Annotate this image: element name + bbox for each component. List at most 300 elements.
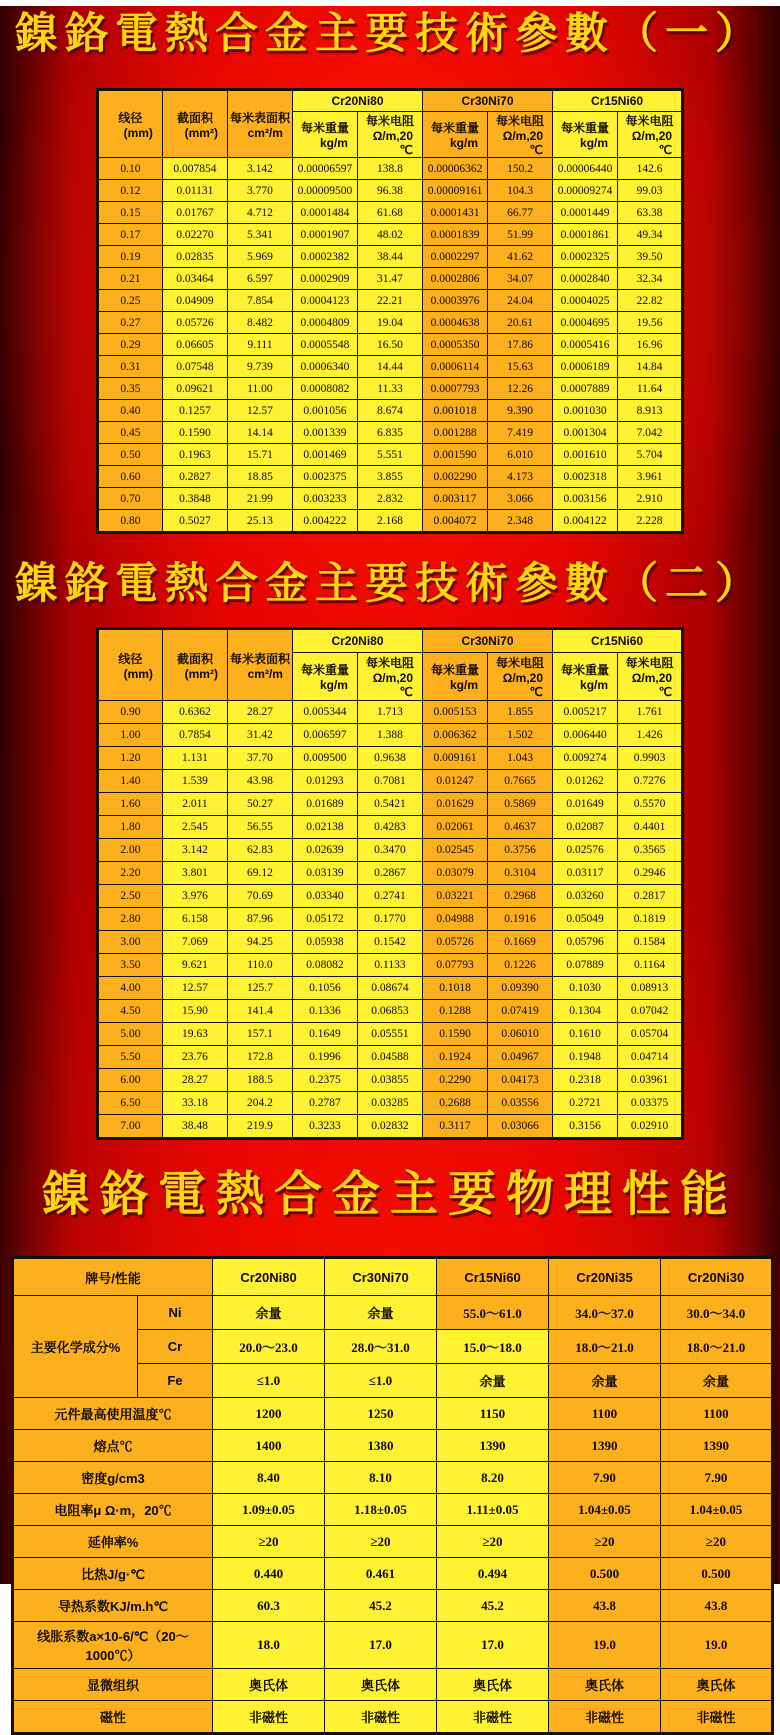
table-cell: 38.44 — [357, 246, 422, 268]
table-cell: 43.8 — [549, 1590, 661, 1622]
table-cell: 3.976 — [162, 885, 227, 908]
header-line: 每米重量 — [300, 121, 349, 135]
table-cell: 31.42 — [227, 724, 292, 747]
table-row — [97, 1092, 682, 1115]
table-cell: 14.44 — [357, 356, 422, 378]
table-row — [97, 701, 682, 724]
table-cell: 96.38 — [357, 180, 422, 202]
table-cell: ≥20 — [549, 1526, 661, 1558]
table-cell: 0.01131 — [162, 180, 227, 202]
header-weight-per-meter — [292, 653, 357, 701]
table-cell: 219.9 — [227, 1115, 292, 1139]
table-cell: 19.63 — [162, 1023, 227, 1046]
header-alloy-Cr20Ni80: Cr20Ni80 — [213, 1258, 325, 1296]
table-cell: 6.835 — [357, 422, 422, 444]
table-cell: 0.0002297 — [423, 246, 488, 268]
table-cell: 奥氏体 — [661, 1669, 773, 1701]
header-weight-per-meter — [553, 653, 618, 701]
table-row — [97, 378, 682, 400]
table-cell: 0.01629 — [423, 793, 488, 816]
table-cell: 14.14 — [227, 422, 292, 444]
table-cell: 0.001304 — [553, 422, 618, 444]
header-weight-per-meter — [423, 653, 488, 701]
table-cell: 0.2688 — [423, 1092, 488, 1115]
table-cell: 0.08913 — [618, 977, 683, 1000]
table-cell: 0.001018 — [423, 400, 488, 422]
table-cell: 1.426 — [618, 724, 683, 747]
table-cell: 0.002318 — [553, 466, 618, 488]
table-cell: 0.7276 — [618, 770, 683, 793]
table-cell: 0.001590 — [423, 444, 488, 466]
table-cell: 0.3156 — [553, 1115, 618, 1139]
table-cell: 0.0002806 — [423, 268, 488, 290]
table-cell: 8.482 — [227, 312, 292, 334]
header-line: 每米电阻 — [496, 114, 545, 128]
table-cell: 0.1948 — [553, 1046, 618, 1069]
table-cell: 1.388 — [357, 724, 422, 747]
table-cell: 0.0002382 — [292, 246, 357, 268]
header-surface-per-meter — [227, 629, 292, 701]
table-cell: 1.40 — [97, 770, 162, 793]
table-cell: 11.00 — [227, 378, 292, 400]
table-row — [97, 1069, 682, 1092]
table-cell: 0.08674 — [357, 977, 422, 1000]
table-cell: 12.57 — [227, 400, 292, 422]
header-line: 每米表面积 — [229, 651, 290, 666]
table-cell: 141.4 — [227, 1000, 292, 1023]
table-cell: 0.09390 — [488, 977, 553, 1000]
table-cell: 0.01293 — [292, 770, 357, 793]
table-cell: 1.043 — [488, 747, 553, 770]
table-cell: 非磁性 — [549, 1701, 661, 1734]
header-line: kg/m — [319, 678, 348, 692]
table-cell: 0.06605 — [162, 334, 227, 356]
property-label: 磁性 — [13, 1701, 213, 1734]
table-cell: 0.02545 — [423, 839, 488, 862]
section-title-physical-props: 鎳鉻電熱合金主要物理性能 — [41, 1168, 738, 1221]
table-cell: 0.0008082 — [292, 378, 357, 400]
table-row — [97, 334, 682, 356]
table-cell: 0.2721 — [553, 1092, 618, 1115]
table-cell: 157.1 — [227, 1023, 292, 1046]
table-row — [97, 908, 682, 931]
section-title-tech-params-2: 鎳鉻電熱合金主要技術參數（二） — [15, 561, 765, 608]
table-cell: 余量 — [661, 1364, 773, 1398]
physical-props-table-wrap — [11, 1256, 769, 1735]
table-cell: 0.1336 — [292, 1000, 357, 1023]
table-row — [13, 1462, 773, 1494]
table-cell: 0.1030 — [553, 977, 618, 1000]
table-cell: ≥20 — [437, 1526, 549, 1558]
table-cell: 0.4283 — [357, 816, 422, 839]
table-row — [97, 977, 682, 1000]
property-label: 线胀系数a×10-6/℃（20～1000℃） — [13, 1622, 213, 1669]
table-cell: 0.1996 — [292, 1046, 357, 1069]
table-cell: 1.00 — [97, 724, 162, 747]
header-line: ℃ — [399, 685, 413, 699]
table-cell: 0.03961 — [618, 1069, 683, 1092]
header-line: 每米电阻 — [625, 114, 674, 128]
table-row — [13, 1526, 773, 1558]
table-cell: 0.3470 — [357, 839, 422, 862]
table-cell: 0.02832 — [357, 1115, 422, 1139]
table-cell: 0.1669 — [488, 931, 553, 954]
table-cell: 0.05551 — [357, 1023, 422, 1046]
table-cell: 1390 — [437, 1430, 549, 1462]
table-cell: 16.96 — [618, 334, 683, 356]
table-cell: 非磁性 — [213, 1701, 325, 1734]
table-cell: 0.05172 — [292, 908, 357, 931]
header-line: ℃ — [529, 685, 544, 699]
table-cell: 0.1164 — [618, 954, 683, 977]
table-cell: 31.47 — [357, 268, 422, 290]
table-cell: 0.2318 — [553, 1069, 618, 1092]
spec-header-group-row — [97, 90, 682, 112]
table-cell: 110.0 — [227, 954, 292, 977]
table-cell: 0.006362 — [423, 724, 488, 747]
table-cell: 18.85 — [227, 466, 292, 488]
table-cell: 138.8 — [357, 158, 422, 180]
table-cell: 55.0～61.0 — [437, 1296, 549, 1330]
table-cell: 12.57 — [162, 977, 227, 1000]
table-cell: 19.04 — [357, 312, 422, 334]
table-cell: 0.0005416 — [553, 334, 618, 356]
table-cell: 4.00 — [97, 977, 162, 1000]
header-line: kg/m — [580, 136, 609, 150]
table-cell: 1.09±0.05 — [213, 1494, 325, 1526]
table-row — [13, 1398, 773, 1430]
table-cell: 56.55 — [227, 816, 292, 839]
table-cell: 7.90 — [549, 1462, 661, 1494]
props-table-head — [13, 1258, 773, 1296]
table-cell: 15.90 — [162, 1000, 227, 1023]
table-cell: 12.26 — [488, 378, 553, 400]
table-cell: 2.50 — [97, 885, 162, 908]
table-cell: 0.70 — [97, 488, 162, 510]
table-cell: 0.12 — [97, 180, 162, 202]
header-weight-per-meter — [553, 112, 618, 158]
table-row — [13, 1494, 773, 1526]
table-cell: 0.27 — [97, 312, 162, 334]
table-row — [97, 862, 682, 885]
physical-props-table — [11, 1256, 774, 1735]
table-cell: 0.1590 — [162, 422, 227, 444]
header-line: Ω/m,20 — [502, 129, 544, 143]
table-cell: 0.07793 — [423, 954, 488, 977]
table-cell: 0.3565 — [618, 839, 683, 862]
table-cell: 0.05049 — [553, 908, 618, 931]
table-cell: 25.13 — [227, 510, 292, 533]
header-alloy-Cr20Ni35: Cr20Ni35 — [549, 1258, 661, 1296]
table-cell: 余量 — [213, 1296, 325, 1330]
table-row — [97, 724, 682, 747]
table-cell: 0.1226 — [488, 954, 553, 977]
table-cell: 0.003156 — [553, 488, 618, 510]
table-cell: 9.739 — [227, 356, 292, 378]
table-cell: 28.0～31.0 — [325, 1330, 437, 1364]
table-cell: 0.50 — [97, 444, 162, 466]
table-cell: 0.002375 — [292, 466, 357, 488]
table-cell: 51.99 — [488, 224, 553, 246]
table-row — [97, 488, 682, 510]
table-cell: 0.1288 — [423, 1000, 488, 1023]
table-cell: 奥氏体 — [325, 1669, 437, 1701]
table-cell: 0.00009500 — [292, 180, 357, 202]
table-cell: 1.11±0.05 — [437, 1494, 549, 1526]
header-alloy-Cr15Ni60: Cr15Ni60 — [553, 629, 683, 653]
table-row — [97, 312, 682, 334]
table-cell: 0.07889 — [553, 954, 618, 977]
table-cell: 0.9903 — [618, 747, 683, 770]
table-cell: 0.05796 — [553, 931, 618, 954]
table-cell: 20.0～23.0 — [213, 1330, 325, 1364]
table-row — [97, 444, 682, 466]
property-label: 熔点℃ — [13, 1430, 213, 1462]
table-cell: ≥20 — [661, 1526, 773, 1558]
table-cell: 0.1819 — [618, 908, 683, 931]
table-cell: 0.3104 — [488, 862, 553, 885]
table-cell: 0.01767 — [162, 202, 227, 224]
header-alloy-Cr15Ni60: Cr15Ni60 — [437, 1258, 549, 1296]
table-cell: 0.006440 — [553, 724, 618, 747]
table-cell: 0.05726 — [423, 931, 488, 954]
table-cell: 70.69 — [227, 885, 292, 908]
table-cell: 0.3117 — [423, 1115, 488, 1139]
table-cell: 5.969 — [227, 246, 292, 268]
table-cell: 0.0002909 — [292, 268, 357, 290]
header-resistance-per-meter — [357, 112, 422, 158]
table-cell: 0.2968 — [488, 885, 553, 908]
table-row — [97, 770, 682, 793]
table-cell: 非磁性 — [437, 1701, 549, 1734]
table-cell: 17.86 — [488, 334, 553, 356]
property-label: 密度g/cm3 — [13, 1462, 213, 1494]
table-cell: 34.0～37.0 — [549, 1296, 661, 1330]
table-cell: 0.2827 — [162, 466, 227, 488]
table-cell: 0.31 — [97, 356, 162, 378]
header-line: 线径 — [118, 651, 143, 666]
table-cell: 0.03260 — [553, 885, 618, 908]
table-row — [97, 224, 682, 246]
table-cell: 0.80 — [97, 510, 162, 533]
table-cell: 1.761 — [618, 701, 683, 724]
table-cell: 2.348 — [488, 510, 553, 533]
spec-header-group-row — [97, 629, 682, 653]
header-line: (mm) — [123, 125, 153, 140]
table-cell: 0.001339 — [292, 422, 357, 444]
table-cell: ≤1.0 — [213, 1364, 325, 1398]
header-weight-per-meter — [423, 112, 488, 158]
table-cell: 0.7081 — [357, 770, 422, 793]
table-cell: 9.111 — [227, 334, 292, 356]
header-alloy-Cr30Ni70: Cr30Ni70 — [423, 629, 553, 653]
table-cell: 0.01649 — [553, 793, 618, 816]
table-row — [97, 839, 682, 862]
table-cell: 1.539 — [162, 770, 227, 793]
header-line: ℃ — [529, 143, 544, 157]
spec-table-body — [97, 701, 682, 1139]
table-cell: 余量 — [549, 1364, 661, 1398]
table-cell: 0.02910 — [618, 1115, 683, 1139]
table-cell: 142.6 — [618, 158, 683, 180]
header-cross-section-area — [162, 90, 227, 158]
table-cell: 0.2741 — [357, 885, 422, 908]
table-cell: 2.910 — [618, 488, 683, 510]
table-cell: 48.02 — [357, 224, 422, 246]
table-cell: 0.0001431 — [423, 202, 488, 224]
table-cell: 6.597 — [227, 268, 292, 290]
table-cell: 0.3848 — [162, 488, 227, 510]
table-cell: 14.84 — [618, 356, 683, 378]
table-cell: 0.003117 — [423, 488, 488, 510]
table-cell: 104.3 — [488, 180, 553, 202]
table-cell: 0.04967 — [488, 1046, 553, 1069]
table-cell: 0.500 — [549, 1558, 661, 1590]
table-cell: 15.71 — [227, 444, 292, 466]
header-line: Ω/m,20 — [372, 671, 413, 685]
table-cell: 28.27 — [227, 701, 292, 724]
header-diameter — [97, 90, 162, 158]
table-cell: 0.0005548 — [292, 334, 357, 356]
table-cell: 非磁性 — [661, 1701, 773, 1734]
table-cell: 0.01262 — [553, 770, 618, 793]
table-cell: 0.0003976 — [423, 290, 488, 312]
header-line: 截面积 — [176, 110, 213, 125]
table-cell: 0.01247 — [423, 770, 488, 793]
table-cell: 0.5570 — [618, 793, 683, 816]
table-row — [97, 793, 682, 816]
table-row — [13, 1296, 773, 1330]
table-cell: 0.2946 — [618, 862, 683, 885]
table-cell: 0.1542 — [357, 931, 422, 954]
table-cell: 0.5869 — [488, 793, 553, 816]
chem-element-label: Ni — [138, 1296, 213, 1330]
table-cell: 0.04988 — [423, 908, 488, 931]
header-line: 每米电阻 — [365, 114, 414, 128]
spec-table-body — [97, 158, 682, 533]
table-cell: 3.50 — [97, 954, 162, 977]
header-weight-per-meter — [292, 112, 357, 158]
table-cell: 0.03139 — [292, 862, 357, 885]
table-cell: 0.1610 — [553, 1023, 618, 1046]
table-cell: 1100 — [661, 1398, 773, 1430]
table-cell: 0.004222 — [292, 510, 357, 533]
table-cell: 0.4637 — [488, 816, 553, 839]
table-cell: 2.011 — [162, 793, 227, 816]
table-cell: 94.25 — [227, 931, 292, 954]
property-label: 电阻率μ Ω·m，20℃ — [13, 1494, 213, 1526]
table-row — [13, 1701, 773, 1734]
table-cell: 0.2817 — [618, 885, 683, 908]
header-resistance-per-meter — [618, 653, 683, 701]
table-cell: 0.03117 — [553, 862, 618, 885]
table-cell: 0.005217 — [553, 701, 618, 724]
header-line: kg/m — [450, 678, 479, 692]
table-cell: 1250 — [325, 1398, 437, 1430]
header-line: 截面积 — [176, 651, 213, 666]
table-cell: 60.3 — [213, 1590, 325, 1622]
table-cell: 0.0004025 — [553, 290, 618, 312]
table-cell: 2.545 — [162, 816, 227, 839]
table-cell: 3.801 — [162, 862, 227, 885]
table-row — [97, 268, 682, 290]
table-cell: 18.0～21.0 — [661, 1330, 773, 1364]
table-row — [97, 816, 682, 839]
table-cell: 0.07419 — [488, 1000, 553, 1023]
spec-table-head — [97, 90, 682, 158]
header-line: ℃ — [658, 143, 673, 157]
table-row — [97, 747, 682, 770]
table-cell: 1200 — [213, 1398, 325, 1430]
header-line: 每米电阻 — [496, 656, 545, 670]
table-cell: 0.3756 — [488, 839, 553, 862]
property-label: 显微组织 — [13, 1669, 213, 1701]
table-cell: 0.2787 — [292, 1092, 357, 1115]
table-cell: 62.83 — [227, 839, 292, 862]
property-label: 元件最高使用温度℃ — [13, 1398, 213, 1430]
table-cell: 0.005344 — [292, 701, 357, 724]
table-cell: 0.25 — [97, 290, 162, 312]
table-cell: 1.713 — [357, 701, 422, 724]
table-cell: 188.5 — [227, 1069, 292, 1092]
section-title-tech-params-1: 鎳鉻電熱合金主要技術參數（一） — [15, 11, 765, 58]
table-cell: 0.03375 — [618, 1092, 683, 1115]
table-cell: 0.90 — [97, 701, 162, 724]
table-cell: 0.03340 — [292, 885, 357, 908]
table-row — [97, 202, 682, 224]
table-cell: 3.961 — [618, 466, 683, 488]
table-cell: 2.00 — [97, 839, 162, 862]
table-cell: 3.855 — [357, 466, 422, 488]
table-cell: 0.02576 — [553, 839, 618, 862]
header-line: 每米电阻 — [365, 656, 414, 670]
table-row — [13, 1558, 773, 1590]
table-cell: 28.27 — [162, 1069, 227, 1092]
chem-composition-group-label: 主要化学成分% — [13, 1296, 138, 1398]
table-cell: 63.38 — [618, 202, 683, 224]
table-cell: 0.03285 — [357, 1092, 422, 1115]
header-line: (mm²) — [184, 666, 218, 681]
table-cell: 0.0004638 — [423, 312, 488, 334]
header-diameter — [97, 629, 162, 701]
property-label: 导热系数KJ/m.h℃ — [13, 1590, 213, 1622]
table-cell: 0.009500 — [292, 747, 357, 770]
header-line: kg/m — [319, 136, 348, 150]
table-cell: 11.64 — [618, 378, 683, 400]
table-cell: 6.158 — [162, 908, 227, 931]
props-header-row — [13, 1258, 773, 1296]
table-cell: 0.00006362 — [423, 158, 488, 180]
table-row — [97, 954, 682, 977]
table-cell: 6.50 — [97, 1092, 162, 1115]
table-cell: 0.009274 — [553, 747, 618, 770]
table-cell: 7.854 — [227, 290, 292, 312]
table-cell: 0.29 — [97, 334, 162, 356]
table-cell: 37.70 — [227, 747, 292, 770]
table-row — [97, 290, 682, 312]
table-cell: 204.2 — [227, 1092, 292, 1115]
table-cell: 22.21 — [357, 290, 422, 312]
table-cell: 19.56 — [618, 312, 683, 334]
table-row — [97, 1046, 682, 1069]
table-cell: 0.001610 — [553, 444, 618, 466]
table-cell: 0.001030 — [553, 400, 618, 422]
table-cell: 0.03221 — [423, 885, 488, 908]
table-cell: 38.48 — [162, 1115, 227, 1139]
table-cell: 0.02138 — [292, 816, 357, 839]
table-cell: 0.1590 — [423, 1023, 488, 1046]
header-line: cm²/m — [247, 666, 283, 681]
